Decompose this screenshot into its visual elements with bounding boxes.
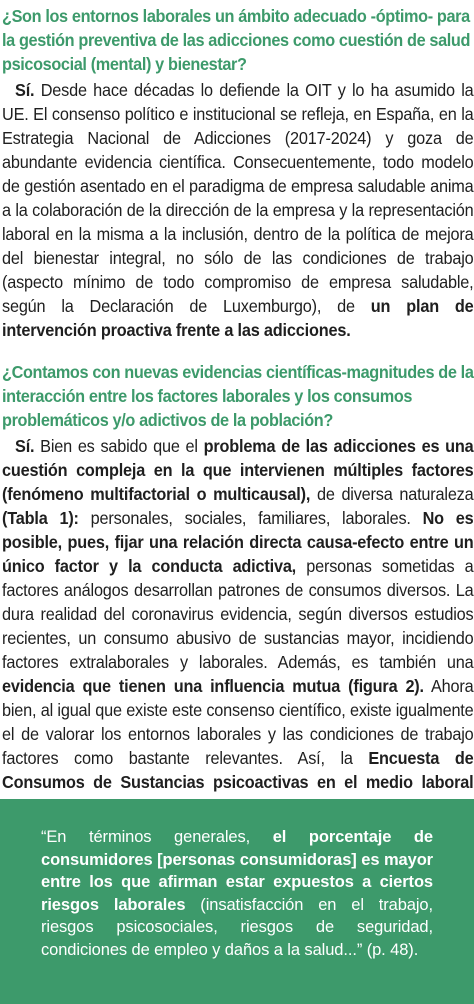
survey-title: Encuesta de Consumos de Sustancias psicoactivas en el medio laboral (2, 748, 474, 792)
document-page (0, 4, 474, 1004)
quote-emphasis: el porcentaje de consumidores [personas consumidoras] es mayor entre los que afirman estar expuestos a ciertos riesgos laborales (41, 828, 433, 914)
question-heading-1: ¿Son los entornos laborales un ámbito adecuado -óptimo- para la gestión preventiva de las adicciones como cuestión de salud psicosocial (mental) y bienestar? (2, 6, 471, 74)
answer-emphasis: un plan de intervención proactiva frente a las adicciones. (2, 296, 474, 340)
answer-text: Bien es sabido que el (34, 436, 204, 456)
quote-text-part: “En términos generales, (41, 828, 273, 846)
table-reference: (Tabla 1): (2, 508, 79, 528)
answer-text: personas sometidas a factores análogos desarrollan patrones de consumos diversos. La dura realidad del coronavirus evidencia, según diversos estudios recientes, un consumo abusivo de sustancias mayor, incidiendo factores extralaborales y laborales. Además, es también una (2, 556, 474, 672)
answer-lead: Sí. (15, 80, 35, 100)
answer-text: Desde hace décadas lo defiende la OIT y lo ha asumido la UE. El consenso político e institucional se refleja, en España, en la Estrategia Nacional de Adicciones (2017-2024) y goza de abundante evidencia científica. Consecuentemente, todo modelo de gestión asentado en el paradigma de empresa saludable anima a la colaboración de la dirección de la empresa y la representación laboral en la misma a la inclusión, dentro de la política de mejora del bienestar integral, no sólo de las condiciones de trabajo (aspecto mínimo de todo compromiso de empresa saludable, según la Declaración de Luxemburgo), de (2, 80, 474, 316)
figure-reference: evidencia que tienen una influencia mutua (figura 2). (2, 676, 424, 696)
answer-emphasis: problema de las adicciones es una cuestión compleja en la que intervienen múltiples factores (fenómeno multifactorial o multicausal), (2, 436, 474, 504)
answer-text: personales, sociales, familiares, laborales. (78, 508, 423, 528)
quote-text-part: (insatisfacción en el trabajo, riesgos psicosociales, riesgos de seguridad, condiciones de empleo y daños a la salud...” (p. 48). (41, 895, 433, 959)
answer-text: Ahora bien, al igual que existe este consenso científico, existe igualmente el de valorar los entornos laborales y las condiciones de trabajo factores como bastante relevantes. Así, la (2, 676, 474, 768)
question-heading-2: ¿Contamos con nuevas evidencias científicas-magnitudes de la interacción entre los factores laborales y los consumos problemáticos y/o adictivos de la población? (2, 362, 474, 430)
answer-text: de diversa naturaleza (310, 484, 474, 504)
quote-text (41, 826, 433, 961)
answer-lead: Sí. (15, 436, 35, 456)
answer-paragraph-1 (2, 78, 474, 342)
article-body (0, 4, 474, 818)
answer-emphasis: No es posible, pues, fijar una relación directa causa-efecto entre un único factor y la conducta adictiva, (2, 508, 474, 576)
answer-paragraph-2 (2, 434, 474, 818)
